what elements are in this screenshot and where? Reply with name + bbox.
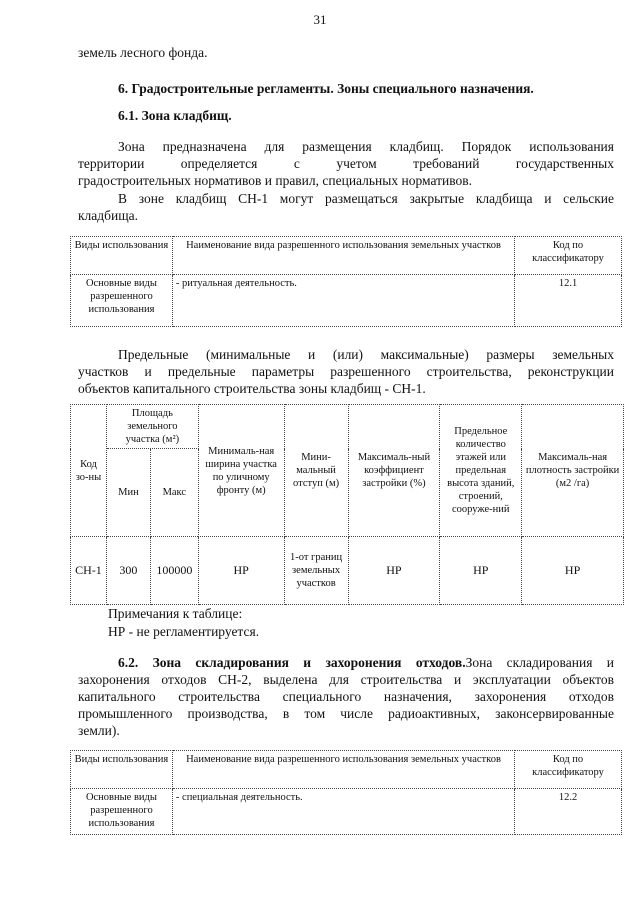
paragraph-line: территории определяется с учетом требований государственных	[78, 156, 614, 171]
table-cell: НР	[198, 537, 284, 605]
table-header: Площадь земельного участка (м²)	[106, 405, 198, 449]
table-header: Код по классификатору	[515, 751, 622, 789]
paragraph-line: кладбища.	[78, 208, 139, 223]
table-header: Мин	[106, 449, 150, 537]
table-header: Минималь-ная ширина участка по уличному фронту (м)	[198, 405, 284, 537]
text-line: земель лесного фонда.	[78, 45, 208, 60]
table-cell: НР	[440, 537, 522, 605]
table-cell: 100000	[150, 537, 198, 605]
table-cell: - ритуальная деятельность.	[172, 275, 514, 327]
section-6-title: 6. Градостроительные регламенты. Зоны специального назначения.	[118, 81, 534, 96]
paragraph-line: капитального строительства специального назначения, захоронения отходов	[78, 689, 614, 704]
table-header: Виды использования	[71, 751, 173, 789]
section-6-2-heading-line	[118, 654, 614, 671]
permitted-use-table-2	[70, 750, 622, 835]
paragraph-line: земли).	[78, 723, 120, 738]
paragraph-line: объектов капитального строительства зоны кладбищ - СН-1.	[78, 381, 426, 396]
table-cell: СН-1	[71, 537, 107, 605]
table-cell: Основные виды разрешенного использования	[71, 789, 173, 835]
paragraph-line: градостроительных нормативов и правил, специальных нормативов.	[78, 173, 472, 188]
table-header: Код зо-ны	[71, 405, 107, 537]
table-header: Максималь-ная плотность застройки (м2 /га)	[522, 405, 624, 537]
paragraph-line: участков и предельные параметры разрешенного строительства, реконструкции	[78, 364, 614, 379]
table-header: Мини-мальный отступ (м)	[284, 405, 348, 537]
table-cell: НР	[348, 537, 440, 605]
table-cell: НР	[522, 537, 624, 605]
table-cell: 300	[106, 537, 150, 605]
page-number: 31	[313, 12, 327, 27]
table-cell: Основные виды разрешенного использования	[71, 275, 173, 327]
table-note-text: НР - не регламентируется.	[108, 624, 260, 639]
table-cell: 12.1	[515, 275, 622, 327]
table-header: Виды использования	[71, 237, 173, 275]
paragraph-line: В зоне кладбищ СН-1 могут размещаться закрытые кладбища и сельские	[118, 191, 614, 206]
table-cell: 1-от границ земельных участков	[284, 537, 348, 605]
section-6-2-title: 6.2. Зона складирования и захоронения отходов.	[118, 655, 466, 670]
paragraph-line: Зона предназначена для размещения кладбищ. Порядок использования	[118, 139, 614, 154]
paragraph-line: Предельные (минимальные и (или) максимальные) размеры земельных	[118, 347, 614, 362]
table-header: Максималь-ный коэффициент застройки (%)	[348, 405, 440, 537]
table-header: Наименование вида разрешенного использования земельных участков	[172, 237, 514, 275]
table-header: Код по классификатору	[515, 237, 622, 275]
table-cell: 12.2	[515, 789, 622, 835]
table-header: Макс	[150, 449, 198, 537]
paragraph-line: захоронения отходов СН-2, выделена для строительства и эксплуатации объектов	[78, 672, 614, 687]
limits-table	[70, 404, 624, 605]
table-cell: - специальная деятельность.	[172, 789, 514, 835]
section-6-1-title: 6.1. Зона кладбищ.	[118, 108, 232, 123]
table-header: Наименование вида разрешенного использования земельных участков	[172, 751, 514, 789]
section-6-2-intro: Зона складирования и	[465, 655, 614, 670]
paragraph-line: промышленного производства, в том числе радиоактивных, законсервированные	[78, 706, 614, 721]
table-note-title: Примечания к таблице:	[108, 606, 243, 621]
permitted-use-table-1	[70, 236, 622, 327]
table-header: Предельное количество этажей или предельная высота зданий, строений, сооруже-ний	[440, 405, 522, 537]
